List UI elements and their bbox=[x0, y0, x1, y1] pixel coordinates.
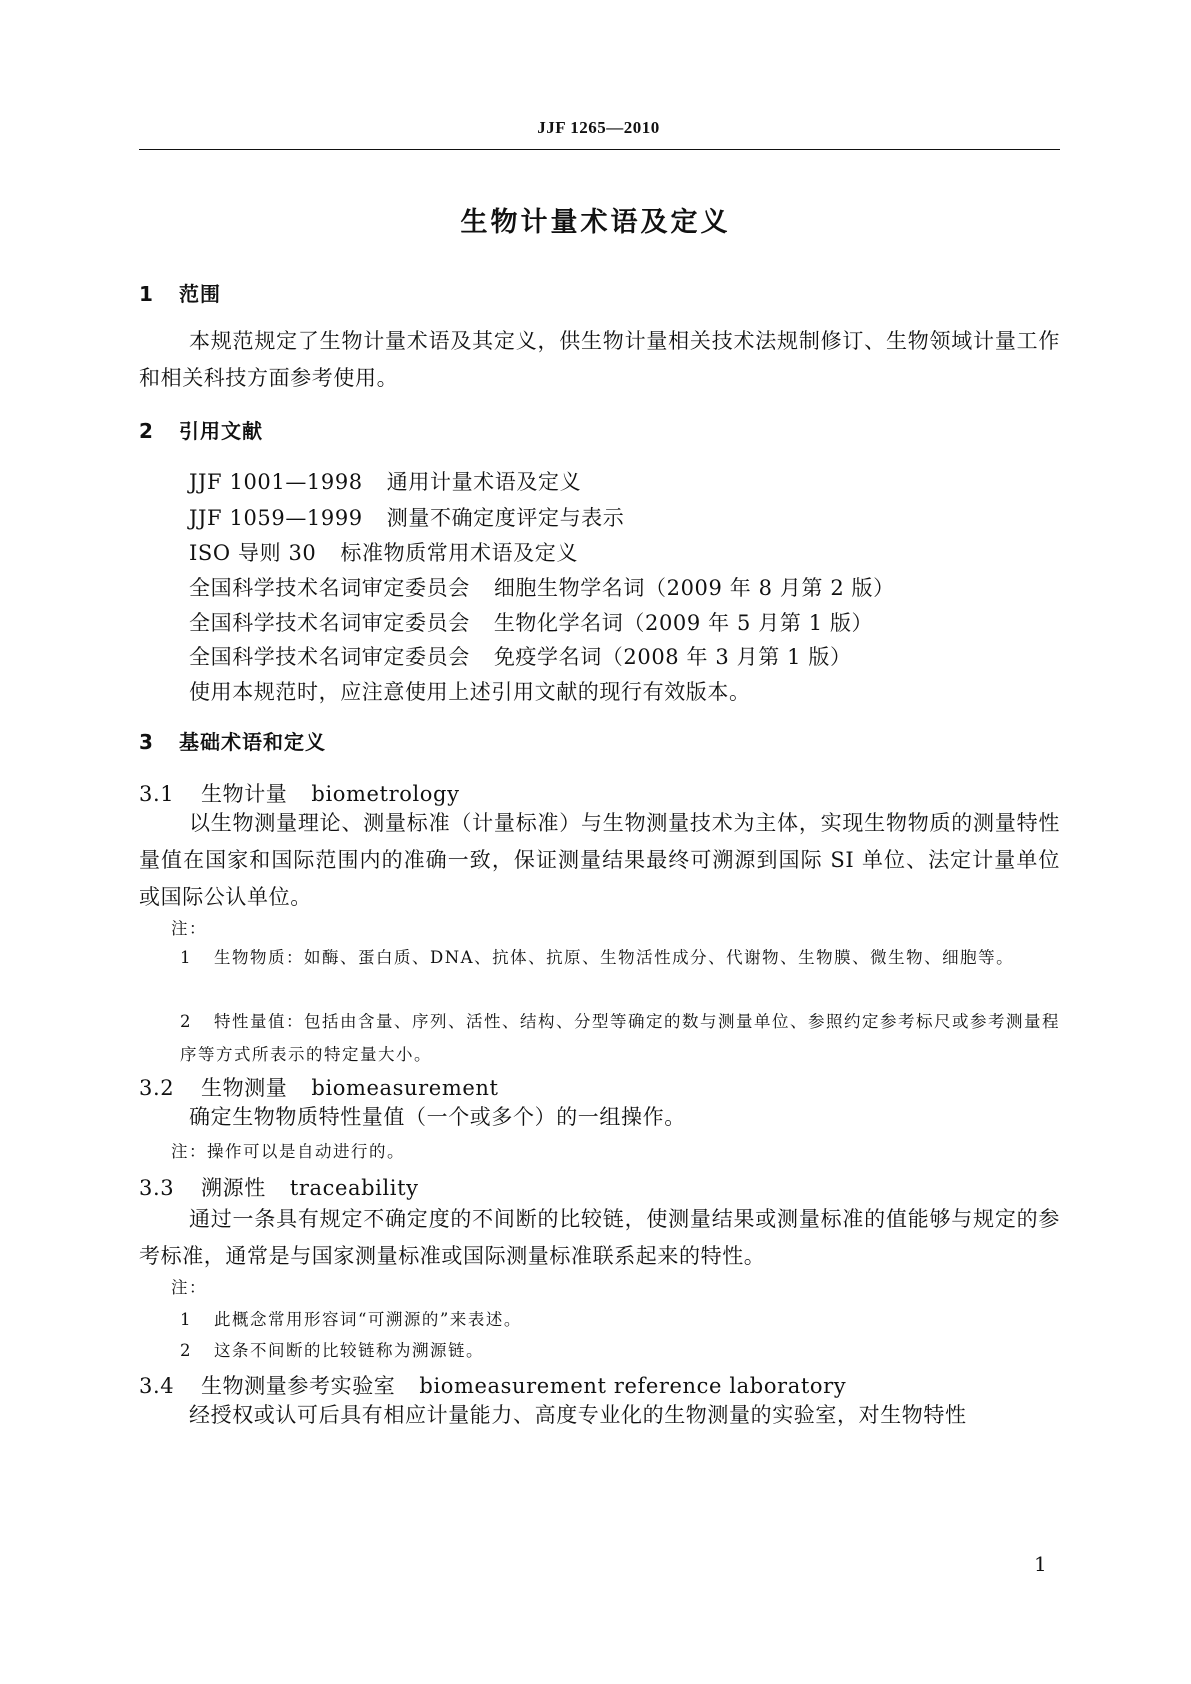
note-number: 1 bbox=[180, 1310, 192, 1329]
section-1-paragraph: 本规范规定了生物计量术语及其定义，供生物计量相关技术法规制修订、生物领域计量工作和相关科技方面参考使用。 bbox=[139, 329, 1060, 390]
reference-title: 免疫学名词（2008 年 3 月第 1 版） bbox=[493, 645, 852, 669]
note-text: 特性量值：包括由含量、序列、活性、结构、分型等确定的数与测量单位、参照约定参考标尺或参考测量程序等方式所表示的特定量大小。 bbox=[180, 1012, 1060, 1064]
reference-code: 全国科学技术名词审定委员会 bbox=[189, 576, 470, 600]
section-title: 基础术语和定义 bbox=[179, 730, 326, 754]
term-english: traceability bbox=[289, 1176, 419, 1200]
page-number: 1 bbox=[1034, 1552, 1047, 1576]
section-3-heading bbox=[139, 726, 1060, 755]
reference-closing-note: 使用本规范时，应注意使用上述引用文献的现行有效版本。 bbox=[189, 680, 751, 704]
note-item bbox=[180, 941, 1060, 974]
reference-title: 细胞生物学名词（2009 年 8 月第 2 版） bbox=[493, 576, 895, 600]
reference-title: 生物化学名词（2009 年 5 月第 1 版） bbox=[493, 611, 874, 635]
reference-code: JJF 1059—1999 bbox=[189, 506, 363, 530]
section-number: 2 bbox=[139, 419, 154, 443]
document-title: 生物计量术语及定义 bbox=[460, 207, 731, 238]
standard-code-header: JJF 1265—2010 bbox=[537, 118, 660, 137]
reference-code: 全国科学技术名词审定委员会 bbox=[189, 645, 470, 669]
term-number: 3.4 bbox=[139, 1374, 175, 1398]
reference-item bbox=[189, 572, 895, 602]
note-item bbox=[180, 1334, 1060, 1367]
term-number: 3.3 bbox=[139, 1176, 175, 1200]
section-number: 1 bbox=[139, 282, 154, 306]
section-number: 3 bbox=[139, 730, 154, 754]
note-number: 1 bbox=[180, 948, 192, 967]
term-chinese: 生物计量 bbox=[201, 782, 288, 806]
note-item bbox=[180, 1005, 1060, 1071]
section-title: 引用文献 bbox=[179, 419, 263, 443]
section-1-heading bbox=[139, 278, 1060, 307]
note-number: 2 bbox=[180, 1341, 192, 1360]
term-3-1 bbox=[139, 778, 460, 808]
term-english: biometrology bbox=[311, 782, 460, 806]
reference-code: JJF 1001—1998 bbox=[189, 470, 363, 494]
term-number: 3.1 bbox=[139, 782, 175, 806]
reference-title: 通用计量术语及定义 bbox=[386, 470, 582, 494]
term-3-4 bbox=[139, 1370, 846, 1400]
reference-item bbox=[189, 502, 624, 532]
term-english: biomeasurement bbox=[311, 1076, 499, 1100]
term-3-2 bbox=[139, 1072, 499, 1102]
note-label: 注： bbox=[171, 919, 207, 938]
reference-code: ISO 导则 30 bbox=[189, 541, 317, 565]
note-text: 这条不间断的比较链称为溯源链。 bbox=[214, 1341, 484, 1360]
term-3-1-definition: 以生物测量理论、测量标准（计量标准）与生物测量技术为主体，实现生物物质的测量特性量值在国家和国际范围内的准确一致，保证测量结果最终可溯源到国际 SI 单位、法定计量单位或国际公认单位。 bbox=[139, 811, 1060, 909]
reference-item bbox=[189, 641, 852, 671]
note-label: 注： bbox=[171, 1278, 207, 1297]
reference-title: 标准物质常用术语及定义 bbox=[340, 541, 578, 565]
term-3-4-definition: 经授权或认可后具有相应计量能力、高度专业化的生物测量的实验室，对生物特性 bbox=[189, 1403, 967, 1427]
term-chinese: 溯源性 bbox=[201, 1176, 266, 1200]
term-3-2-definition: 确定生物物质特性量值（一个或多个）的一组操作。 bbox=[189, 1105, 686, 1129]
reference-item bbox=[189, 537, 578, 567]
reference-code: 全国科学技术名词审定委员会 bbox=[189, 611, 470, 635]
section-2-heading bbox=[139, 415, 1060, 444]
header-rule bbox=[139, 149, 1060, 150]
term-chinese: 生物测量 bbox=[201, 1076, 288, 1100]
term-3-3-definition: 通过一条具有规定不确定度的不间断的比较链，使测量结果或测量标准的值能够与规定的参考标准，通常是与国家测量标准或国际测量标准联系起来的特性。 bbox=[139, 1207, 1060, 1268]
term-english: biomeasurement reference laboratory bbox=[419, 1374, 847, 1398]
section-title: 范围 bbox=[179, 282, 221, 306]
reference-item bbox=[189, 466, 581, 496]
term-number: 3.2 bbox=[139, 1076, 175, 1100]
reference-title: 测量不确定度评定与表示 bbox=[386, 506, 625, 530]
term-3-3 bbox=[139, 1172, 419, 1202]
note-number: 2 bbox=[180, 1012, 192, 1031]
reference-item bbox=[189, 607, 873, 637]
note-text: 生物物质：如酶、蛋白质、DNA、抗体、抗原、生物活性成分、代谢物、生物膜、微生物、细胞等。 bbox=[214, 948, 1015, 967]
term-3-2-note: 注：操作可以是自动进行的。 bbox=[171, 1142, 405, 1161]
note-item bbox=[180, 1303, 1060, 1336]
note-text: 此概念常用形容词“可溯源的”来表述。 bbox=[214, 1310, 522, 1329]
term-chinese: 生物测量参考实验室 bbox=[201, 1374, 396, 1398]
